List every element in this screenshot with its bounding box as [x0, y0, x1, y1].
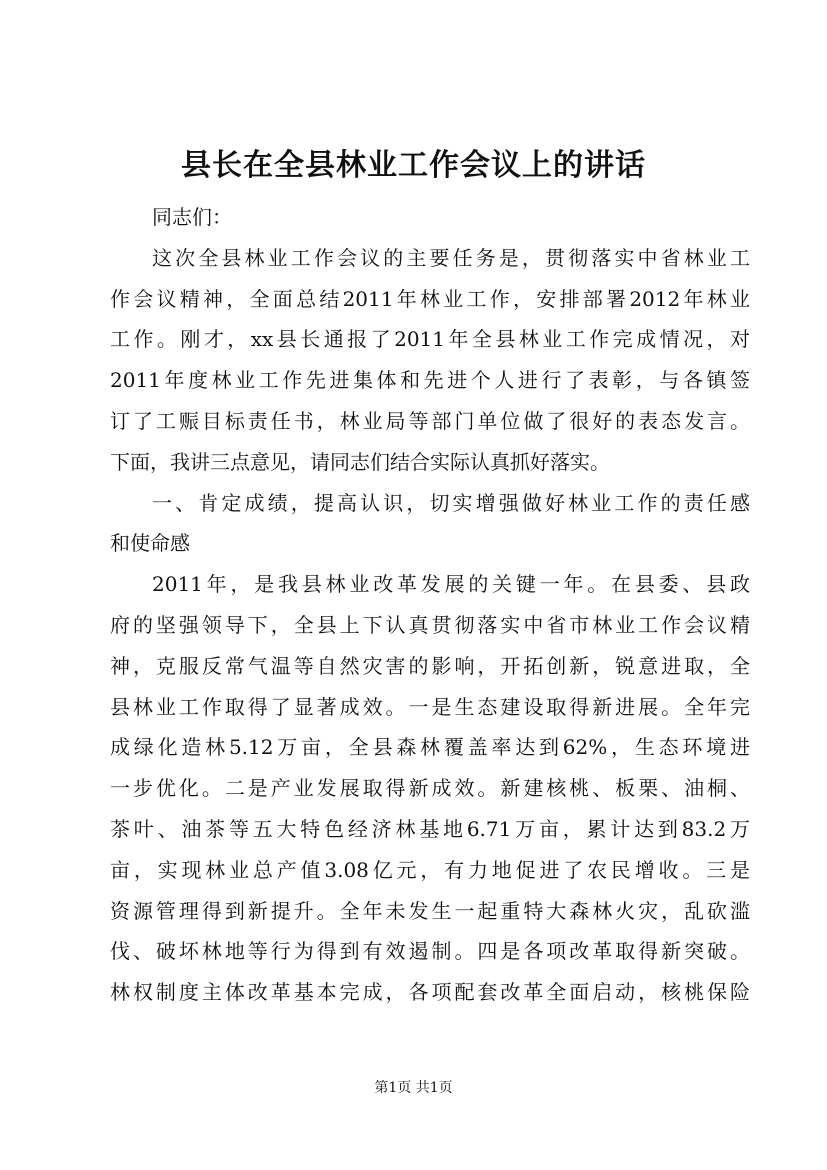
page-number-footer: 第1页 共1页: [374, 1080, 453, 1096]
section-heading-line: 和使命感: [110, 531, 190, 556]
paragraph-line: 2011年，是我县林业改革发展的关键一年。在县委、县政: [152, 572, 750, 597]
paragraph-line: 资源管理得到新提升。全年未发生一起重特大森林火灾，乱砍滥: [110, 898, 750, 923]
document-body: [110, 197, 750, 1013]
paragraph-line: 一步优化。二是产业发展取得新成效。新建核桃、板栗、油桐、: [110, 776, 750, 801]
paragraph-line: 茶叶、油茶等五大特色经济林基地6.71万亩，累计达到83.2万: [110, 816, 750, 841]
paragraph-line: 神，克服反常气温等自然灾害的影响，开拓创新，锐意进取，全: [110, 653, 750, 678]
paragraph-line: 亩，实现林业总产值3.08亿元，有力地促进了农民增收。三是: [110, 857, 750, 882]
paragraph-line: 订了工赈目标责任书，林业局等部门单位做了很好的表态发言。: [110, 408, 750, 433]
document-title: 县长在全县林业工作会议上的讲话: [181, 148, 646, 183]
paragraph-line: 林权制度主体改革基本完成，各项配套改革全面启动，核桃保险: [110, 980, 750, 1005]
salutation-line: 同志们：: [152, 205, 232, 229]
paragraph-line: 2011年度林业工作先进集体和先进个人进行了表彰，与各镇签: [110, 368, 750, 393]
paragraph-line: 成绿化造林5.12万亩，全县森林覆盖率达到62%，生态环境进: [110, 735, 750, 760]
paragraph-line: 府的坚强领导下，全县上下认真贯彻落实中省市林业工作会议精: [110, 612, 750, 637]
paragraph-line: 伐、破坏林地等行为得到有效遏制。四是各项改革取得新突破。: [110, 939, 750, 964]
paragraph-line: 县林业工作取得了显著成效。一是生态建设取得新进展。全年完: [110, 694, 750, 719]
paragraph-line: 这次全县林业工作会议的主要任务是，贯彻落实中省林业工: [152, 245, 750, 270]
paragraph-line: 下面，我讲三点意见，请同志们结合实际认真抓好落实。: [110, 449, 610, 474]
section-heading-line: 一、肯定成绩，提高认识，切实增强做好林业工作的责任感: [152, 490, 750, 515]
paragraph-line: 作会议精神，全面总结2011年林业工作，安排部署2012年林业: [110, 286, 750, 311]
paragraph-line: 工作。刚才，xx县长通报了2011年全县林业工作完成情况，对: [110, 327, 750, 352]
